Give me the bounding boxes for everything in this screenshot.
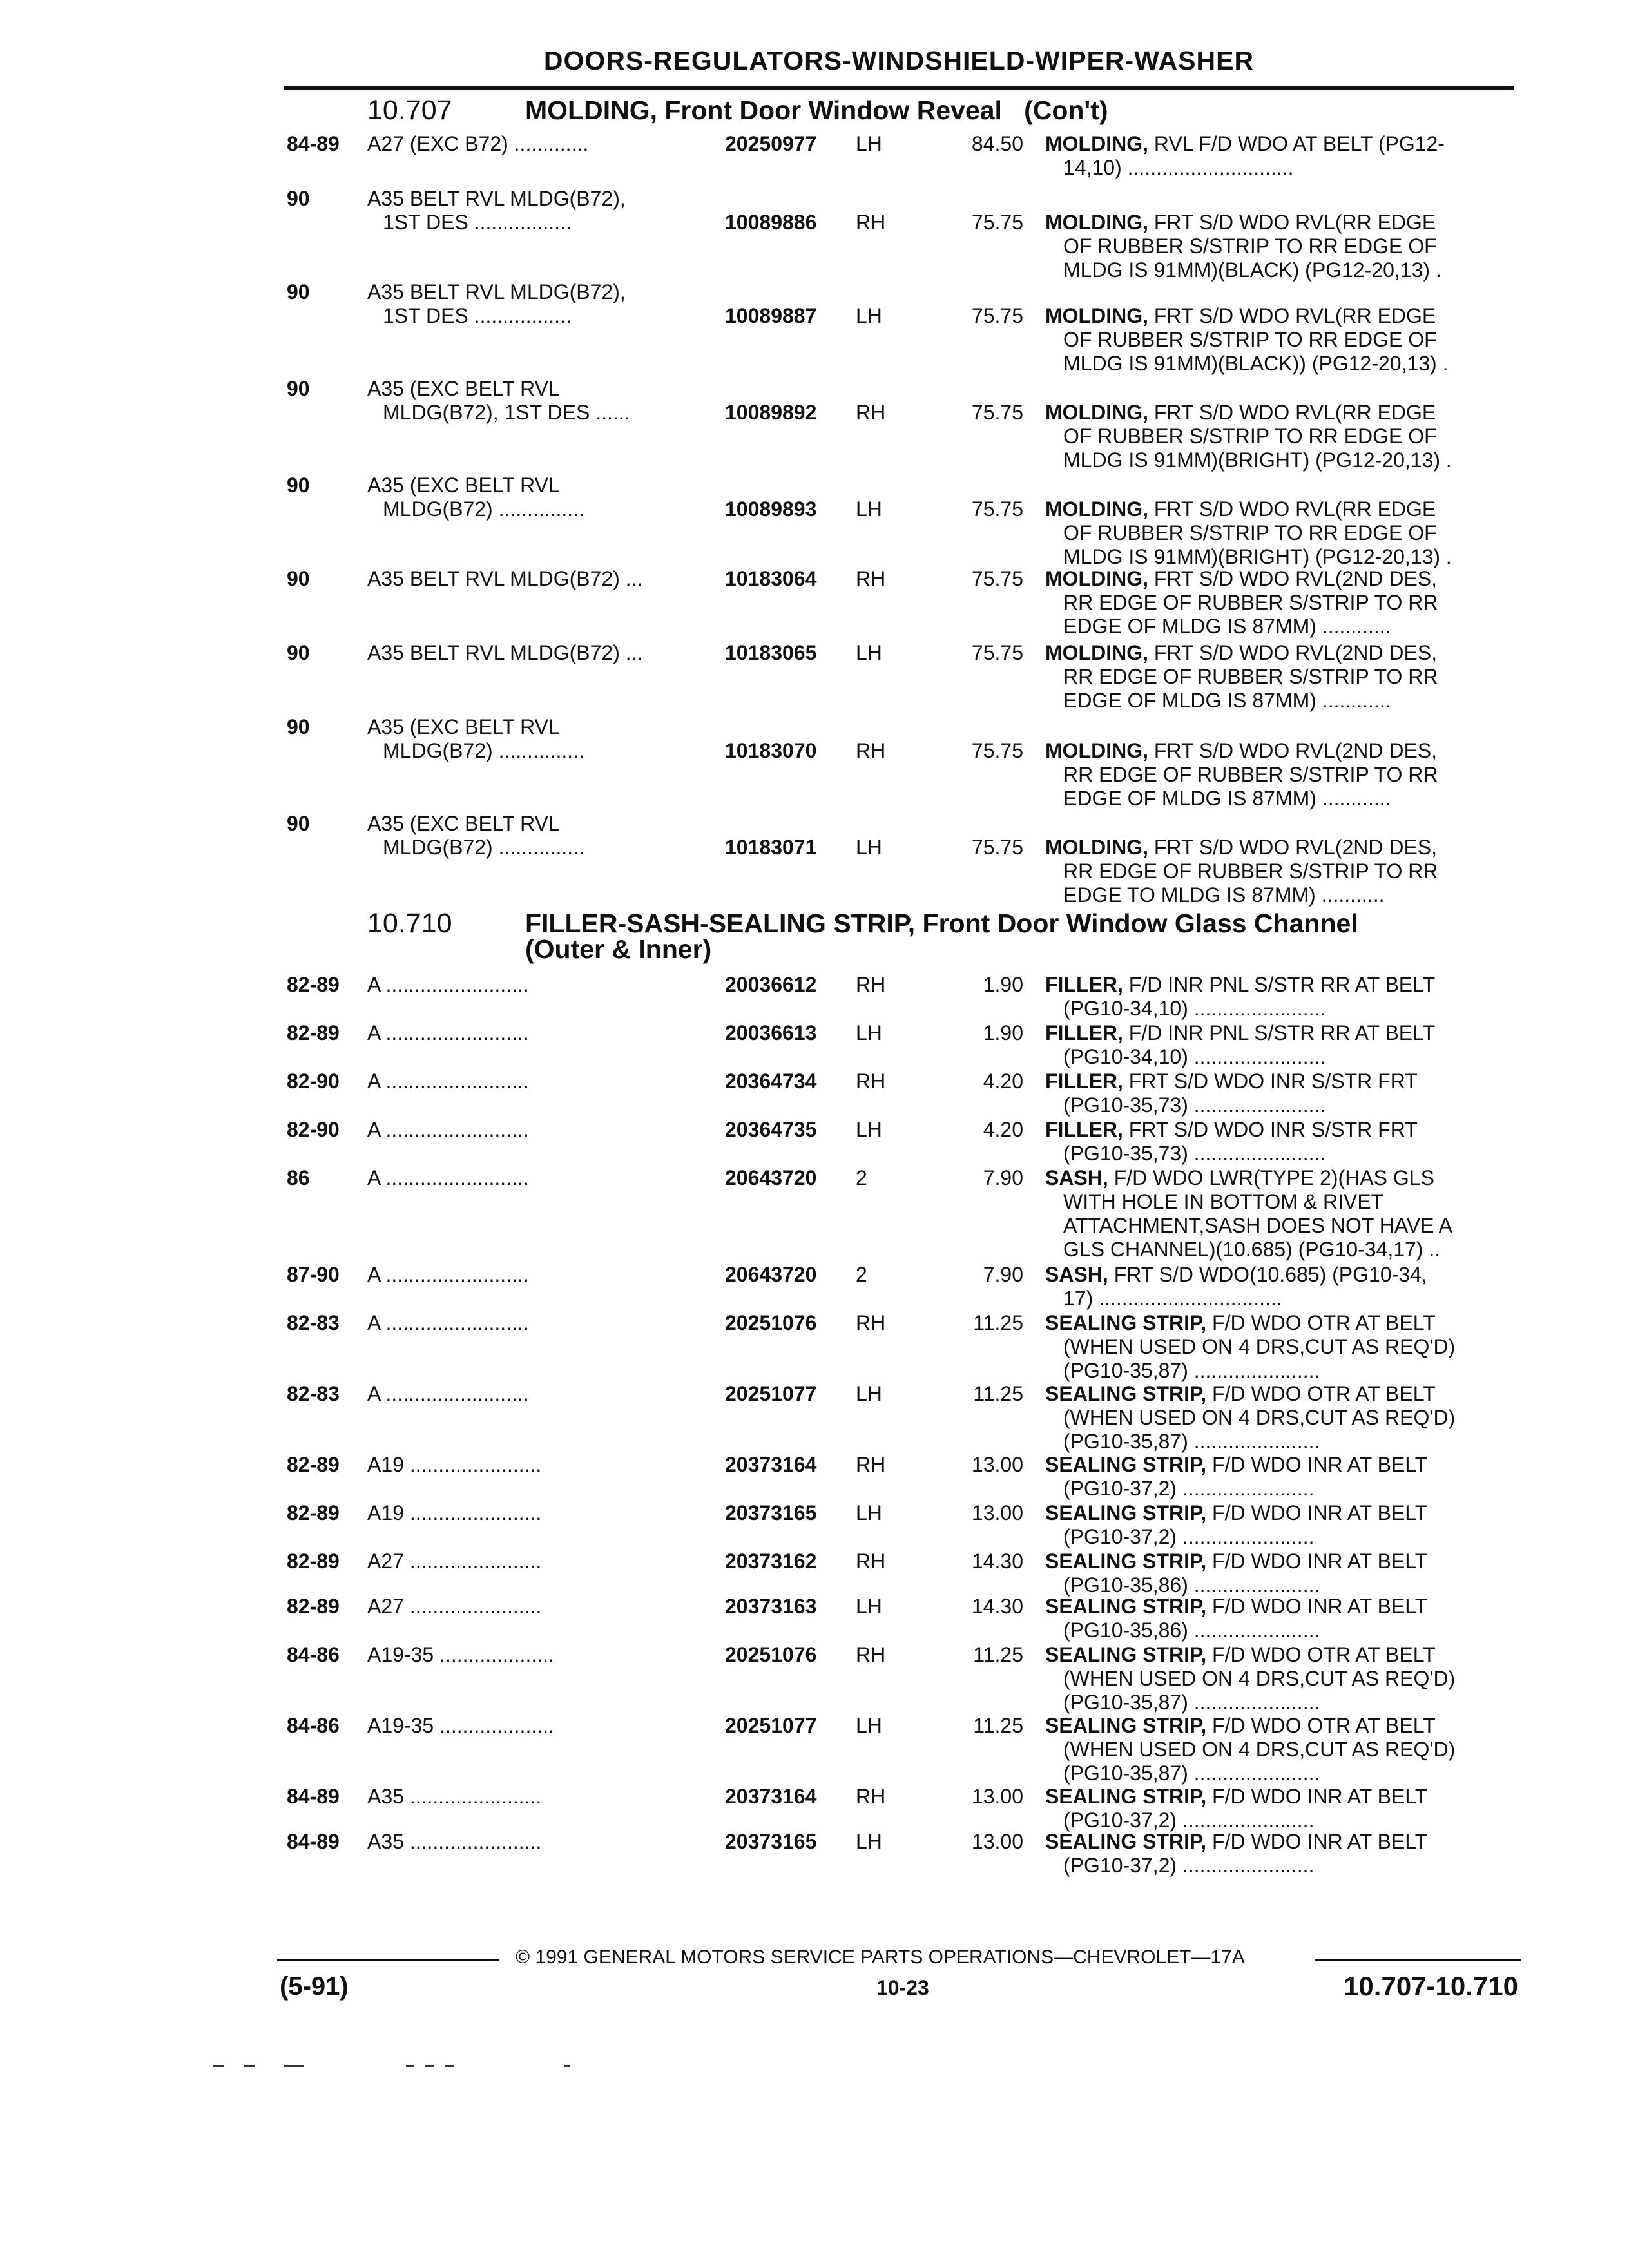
section-title: MOLDING, Front Door Window Reveal (Con't) bbox=[525, 95, 1108, 125]
model-line: A35 (EXC BELT RVL bbox=[367, 715, 560, 738]
part-description bbox=[1045, 497, 1516, 569]
part-number: 20373165 bbox=[725, 1830, 817, 1853]
description-line: SEALING STRIP, F/D WDO INR AT BELT bbox=[1045, 1550, 1428, 1573]
part-number: 20373165 bbox=[725, 1501, 817, 1524]
page-footer bbox=[277, 1943, 1521, 2020]
part-description bbox=[1045, 1070, 1516, 1117]
description-line: EDGE OF MLDG IS 87MM) ............ bbox=[1063, 689, 1391, 712]
description-line: SEALING STRIP, F/D WDO INR AT BELT bbox=[1045, 1501, 1428, 1524]
part-description bbox=[1045, 739, 1516, 811]
model-line: A27 (EXC B72) ............. bbox=[367, 132, 589, 155]
quantity-side: LH bbox=[856, 1501, 882, 1524]
footer-date: (5-91) bbox=[280, 1972, 349, 2001]
model-line: A ......................... bbox=[367, 1263, 529, 1286]
description-line: (PG10-34,10) ....................... bbox=[1063, 1045, 1326, 1068]
quantity-side: RH bbox=[856, 401, 886, 424]
list-price: 13.00 bbox=[971, 1501, 1023, 1524]
part-number: 20036612 bbox=[725, 973, 817, 996]
model-year: 82-89 bbox=[287, 973, 340, 996]
model-year: 82-90 bbox=[287, 1070, 340, 1093]
description-line: MOLDING, FRT S/D WDO RVL(RR EDGE bbox=[1045, 497, 1436, 521]
description-line: MOLDING, RVL F/D WDO AT BELT (PG12- bbox=[1045, 132, 1445, 155]
description-line: OF RUBBER S/STRIP TO RR EDGE OF bbox=[1063, 425, 1437, 448]
part-description bbox=[1045, 132, 1516, 180]
quantity-side: LH bbox=[856, 497, 882, 521]
list-price: 14.30 bbox=[971, 1595, 1023, 1618]
description-line: EDGE OF MLDG IS 87MM) ............ bbox=[1063, 787, 1391, 810]
description-line: (PG10-35,86) ...................... bbox=[1063, 1573, 1320, 1597]
quantity-side: LH bbox=[856, 641, 882, 664]
part-number: 10183071 bbox=[725, 836, 817, 859]
model-line: A35 BELT RVL MLDG(B72), bbox=[367, 187, 626, 210]
part-description bbox=[1045, 641, 1516, 713]
description-line: EDGE TO MLDG IS 87MM) ........... bbox=[1063, 883, 1385, 907]
model-year: 90 bbox=[287, 280, 310, 303]
description-line: WITH HOLE IN BOTTOM & RIVET bbox=[1063, 1190, 1384, 1213]
description-line: MLDG IS 91MM)(BRIGHT) (PG12-20,13) . bbox=[1063, 545, 1452, 568]
quantity-side: LH bbox=[856, 1830, 882, 1853]
description-line: (PG10-35,87) ...................... bbox=[1063, 1359, 1320, 1382]
list-price: 14.30 bbox=[971, 1550, 1023, 1573]
model-line: A19-35 .................... bbox=[367, 1714, 554, 1737]
description-line: RR EDGE OF RUBBER S/STRIP TO RR bbox=[1063, 860, 1438, 883]
part-number: 20364734 bbox=[725, 1070, 817, 1093]
model-application bbox=[367, 715, 584, 763]
quantity-side: LH bbox=[856, 132, 882, 155]
description-line: MOLDING, FRT S/D WDO RVL(RR EDGE bbox=[1045, 401, 1436, 424]
model-line: A35 (EXC BELT RVL bbox=[367, 474, 560, 497]
model-application bbox=[367, 567, 642, 591]
list-price: 13.00 bbox=[971, 1453, 1023, 1476]
part-description bbox=[1045, 973, 1516, 1021]
part-number: 10183065 bbox=[725, 641, 817, 664]
model-year: 82-83 bbox=[287, 1382, 340, 1405]
quantity-side: RH bbox=[856, 1643, 886, 1666]
scan-artifact-marks bbox=[213, 2065, 599, 2071]
quantity-side: 2 bbox=[856, 1263, 867, 1286]
description-line: (PG10-37,2) ....................... bbox=[1063, 1477, 1315, 1500]
section-title: FILLER-SASH-SEALING STRIP, Front Door Window Glass Channel bbox=[525, 908, 1358, 938]
model-application bbox=[367, 474, 584, 521]
model-year: 82-89 bbox=[287, 1501, 340, 1524]
description-line: (PG10-35,87) ...................... bbox=[1063, 1762, 1320, 1785]
quantity-side: 2 bbox=[856, 1166, 867, 1189]
part-number: 10183064 bbox=[725, 567, 817, 590]
section-subtitle: (Outer & Inner) bbox=[525, 934, 712, 964]
model-application bbox=[367, 1714, 554, 1738]
model-year: 90 bbox=[287, 812, 310, 835]
part-description bbox=[1045, 1453, 1516, 1501]
quantity-side: RH bbox=[856, 567, 886, 590]
part-number: 10089892 bbox=[725, 401, 817, 424]
description-line: MOLDING, FRT S/D WDO RVL(2ND DES, bbox=[1045, 739, 1438, 762]
list-price: 11.25 bbox=[973, 1382, 1023, 1405]
description-line: SASH, FRT S/D WDO(10.685) (PG10-34, bbox=[1045, 1263, 1427, 1286]
model-year: 84-86 bbox=[287, 1643, 340, 1666]
description-line: (PG10-35,73) ....................... bbox=[1063, 1093, 1326, 1117]
quantity-side: LH bbox=[856, 1382, 882, 1405]
quantity-side: RH bbox=[856, 1070, 886, 1093]
part-number: 20251077 bbox=[725, 1382, 817, 1405]
description-line: RR EDGE OF RUBBER S/STRIP TO RR bbox=[1063, 591, 1438, 614]
description-line: MLDG IS 91MM)(BRIGHT) (PG12-20,13) . bbox=[1063, 448, 1452, 472]
description-line: SEALING STRIP, F/D WDO INR AT BELT bbox=[1045, 1785, 1428, 1808]
description-line: (WHEN USED ON 4 DRS,CUT AS REQ'D) bbox=[1063, 1667, 1456, 1690]
quantity-side: RH bbox=[856, 211, 886, 234]
model-application bbox=[367, 377, 630, 425]
list-price: 75.75 bbox=[971, 641, 1023, 664]
quantity-side: RH bbox=[856, 739, 886, 762]
model-application bbox=[367, 187, 626, 235]
quantity-side: LH bbox=[856, 304, 882, 327]
model-year: 90 bbox=[287, 715, 310, 738]
list-price: 75.75 bbox=[971, 401, 1023, 424]
model-year: 87-90 bbox=[287, 1263, 340, 1286]
model-line: A ......................... bbox=[367, 1311, 529, 1334]
section-number: 10.710 bbox=[367, 908, 452, 939]
model-application bbox=[367, 1311, 529, 1335]
model-year: 84-89 bbox=[287, 1830, 340, 1853]
model-line: A ......................... bbox=[367, 1382, 529, 1405]
description-line: SEALING STRIP, F/D WDO OTR AT BELT bbox=[1045, 1714, 1436, 1737]
model-line: A19-35 .................... bbox=[367, 1643, 554, 1666]
model-line: MLDG(B72) ............... bbox=[383, 497, 584, 521]
description-line: MOLDING, FRT S/D WDO RVL(2ND DES, bbox=[1045, 567, 1438, 590]
description-line: SEALING STRIP, F/D WDO INR AT BELT bbox=[1045, 1830, 1428, 1853]
model-year: 82-89 bbox=[287, 1021, 340, 1044]
model-application bbox=[367, 1453, 541, 1477]
part-number: 20373164 bbox=[725, 1785, 817, 1808]
footer-copyright: © 1991 GENERAL MOTORS SERVICE PARTS OPERATIONS—CHEVROLET—17A bbox=[516, 1946, 1245, 1968]
model-line: A ......................... bbox=[367, 1070, 529, 1093]
list-price: 7.90 bbox=[983, 1166, 1023, 1189]
description-line: (PG10-35,87) ...................... bbox=[1063, 1691, 1320, 1714]
model-application bbox=[367, 1643, 554, 1667]
model-line: 1ST DES ................. bbox=[383, 304, 572, 327]
model-application bbox=[367, 1263, 529, 1287]
description-line: SEALING STRIP, F/D WDO INR AT BELT bbox=[1045, 1595, 1428, 1618]
description-line: (PG10-34,10) ....................... bbox=[1063, 997, 1326, 1020]
model-year: 84-89 bbox=[287, 1785, 340, 1808]
model-application bbox=[367, 1830, 541, 1854]
model-year: 82-90 bbox=[287, 1118, 340, 1141]
list-price: 75.75 bbox=[971, 836, 1023, 859]
description-line: MLDG IS 91MM)(BLACK) (PG12-20,13) . bbox=[1063, 258, 1441, 282]
part-number: 20643720 bbox=[725, 1166, 817, 1189]
model-application bbox=[367, 1021, 529, 1045]
description-line: FILLER, FRT S/D WDO INR S/STR FRT bbox=[1045, 1070, 1418, 1093]
part-number: 20251076 bbox=[725, 1643, 817, 1666]
model-application bbox=[367, 1595, 541, 1619]
part-number: 20250977 bbox=[725, 132, 817, 155]
model-year: 82-83 bbox=[287, 1311, 340, 1334]
description-line: 17) ................................ bbox=[1063, 1287, 1282, 1310]
list-price: 84.50 bbox=[971, 132, 1023, 155]
model-line: A19 ....................... bbox=[367, 1501, 542, 1524]
model-year: 90 bbox=[287, 187, 310, 210]
model-application bbox=[367, 1382, 529, 1406]
description-line: (WHEN USED ON 4 DRS,CUT AS REQ'D) bbox=[1063, 1335, 1456, 1358]
description-line: (WHEN USED ON 4 DRS,CUT AS REQ'D) bbox=[1063, 1738, 1456, 1761]
list-price: 13.00 bbox=[971, 1830, 1023, 1853]
list-price: 7.90 bbox=[983, 1263, 1023, 1286]
description-line: (PG10-37,2) ....................... bbox=[1063, 1809, 1315, 1832]
list-price: 11.25 bbox=[973, 1643, 1023, 1666]
part-description bbox=[1045, 401, 1516, 472]
footer-page-number: 10-23 bbox=[876, 1976, 929, 1999]
part-description bbox=[1045, 1021, 1516, 1069]
description-line: RR EDGE OF RUBBER S/STRIP TO RR bbox=[1063, 665, 1438, 688]
part-description bbox=[1045, 304, 1516, 376]
description-line: SEALING STRIP, F/D WDO INR AT BELT bbox=[1045, 1453, 1428, 1476]
footer-rule bbox=[277, 1959, 499, 1961]
description-line: MOLDING, FRT S/D WDO RVL(2ND DES, bbox=[1045, 836, 1438, 859]
quantity-side: RH bbox=[856, 1453, 886, 1476]
quantity-side: RH bbox=[856, 1550, 886, 1573]
list-price: 4.20 bbox=[983, 1118, 1023, 1141]
model-year: 86 bbox=[287, 1166, 310, 1189]
part-description bbox=[1045, 1382, 1516, 1454]
model-line: A27 ....................... bbox=[367, 1595, 542, 1618]
description-line: SEALING STRIP, F/D WDO OTR AT BELT bbox=[1045, 1643, 1436, 1666]
quantity-side: LH bbox=[856, 1118, 882, 1141]
model-year: 90 bbox=[287, 474, 310, 497]
list-price: 1.90 bbox=[983, 973, 1023, 996]
description-line: (PG10-37,2) ....................... bbox=[1063, 1854, 1315, 1877]
quantity-side: LH bbox=[856, 1595, 882, 1618]
quantity-side: RH bbox=[856, 973, 886, 996]
quantity-side: LH bbox=[856, 1021, 882, 1044]
model-year: 82-89 bbox=[287, 1453, 340, 1476]
model-application bbox=[367, 812, 584, 860]
part-number: 10089893 bbox=[725, 497, 817, 521]
list-price: 75.75 bbox=[971, 211, 1023, 234]
quantity-side: RH bbox=[856, 1311, 886, 1334]
description-line: (PG10-35,87) ...................... bbox=[1063, 1430, 1320, 1453]
part-description bbox=[1045, 1550, 1516, 1597]
quantity-side: LH bbox=[856, 836, 882, 859]
description-line: (PG10-37,2) ....................... bbox=[1063, 1525, 1315, 1548]
model-application bbox=[367, 1166, 529, 1190]
description-line: MLDG IS 91MM)(BLACK)) (PG12-20,13) . bbox=[1063, 352, 1449, 375]
footer-rule bbox=[1315, 1959, 1521, 1961]
description-line: OF RUBBER S/STRIP TO RR EDGE OF bbox=[1063, 328, 1437, 351]
model-line: MLDG(B72) ............... bbox=[383, 739, 584, 762]
part-number: 20251077 bbox=[725, 1714, 817, 1737]
part-number: 10183070 bbox=[725, 739, 817, 762]
list-price: 11.25 bbox=[973, 1714, 1023, 1737]
model-year: 82-89 bbox=[287, 1550, 340, 1573]
description-line: GLS CHANNEL)(10.685) (PG10-34,17) .. bbox=[1063, 1238, 1441, 1261]
part-description bbox=[1045, 836, 1516, 907]
description-line: (PG10-35,73) ....................... bbox=[1063, 1142, 1326, 1165]
section-number: 10.707 bbox=[367, 95, 452, 126]
description-line: SEALING STRIP, F/D WDO OTR AT BELT bbox=[1045, 1311, 1436, 1334]
description-line: EDGE OF MLDG IS 87MM) ............ bbox=[1063, 615, 1391, 638]
page-header bbox=[284, 40, 1514, 90]
list-price: 11.25 bbox=[973, 1311, 1023, 1334]
model-line: MLDG(B72), 1ST DES ...... bbox=[383, 401, 630, 424]
model-year: 82-89 bbox=[287, 1595, 340, 1618]
model-line: A35 (EXC BELT RVL bbox=[367, 377, 560, 400]
part-number: 20643720 bbox=[725, 1263, 817, 1286]
part-description bbox=[1045, 1118, 1516, 1166]
model-line: A ......................... bbox=[367, 1166, 529, 1189]
part-description bbox=[1045, 1501, 1516, 1549]
model-year: 84-86 bbox=[287, 1714, 340, 1737]
list-price: 75.75 bbox=[971, 567, 1023, 590]
part-number: 20373163 bbox=[725, 1595, 817, 1618]
quantity-side: RH bbox=[856, 1785, 886, 1808]
model-application bbox=[367, 132, 588, 156]
list-price: 1.90 bbox=[983, 1021, 1023, 1044]
description-line: OF RUBBER S/STRIP TO RR EDGE OF bbox=[1063, 235, 1437, 258]
quantity-side: LH bbox=[856, 1714, 882, 1737]
part-description bbox=[1045, 1643, 1516, 1715]
model-line: 1ST DES ................. bbox=[383, 211, 572, 234]
model-line: A35 BELT RVL MLDG(B72), bbox=[367, 280, 626, 303]
model-application bbox=[367, 1550, 541, 1573]
part-description bbox=[1045, 1714, 1516, 1785]
model-application bbox=[367, 1785, 541, 1809]
part-description bbox=[1045, 1595, 1516, 1642]
part-number: 20373162 bbox=[725, 1550, 817, 1573]
model-line: A35 ....................... bbox=[367, 1785, 542, 1808]
model-year: 90 bbox=[287, 567, 310, 590]
description-line: (PG10-35,86) ...................... bbox=[1063, 1619, 1320, 1642]
model-year: 90 bbox=[287, 377, 310, 400]
part-description bbox=[1045, 1263, 1516, 1311]
model-line: A ......................... bbox=[367, 973, 529, 996]
description-line: FILLER, F/D INR PNL S/STR RR AT BELT bbox=[1045, 1021, 1436, 1044]
description-line: MOLDING, FRT S/D WDO RVL(RR EDGE bbox=[1045, 304, 1436, 327]
description-line: MOLDING, FRT S/D WDO RVL(2ND DES, bbox=[1045, 641, 1438, 664]
model-line: A35 BELT RVL MLDG(B72) ... bbox=[367, 641, 643, 664]
part-number: 20251076 bbox=[725, 1311, 817, 1334]
footer-section-range: 10.707-10.710 bbox=[1344, 1971, 1518, 2001]
model-line: A35 BELT RVL MLDG(B72) ... bbox=[367, 567, 643, 590]
model-line: A19 ....................... bbox=[367, 1453, 542, 1476]
part-description bbox=[1045, 1785, 1516, 1832]
part-number: 20373164 bbox=[725, 1453, 817, 1476]
part-description bbox=[1045, 1166, 1516, 1262]
part-description bbox=[1045, 1311, 1516, 1383]
model-year: 84-89 bbox=[287, 132, 340, 155]
model-line: MLDG(B72) ............... bbox=[383, 836, 584, 859]
part-number: 10089886 bbox=[725, 211, 817, 234]
description-line: 14,10) ............................. bbox=[1063, 156, 1294, 179]
description-line: FILLER, F/D INR PNL S/STR RR AT BELT bbox=[1045, 973, 1436, 996]
part-number: 20036613 bbox=[725, 1021, 817, 1044]
model-application bbox=[367, 973, 529, 997]
model-application bbox=[367, 1118, 529, 1142]
model-application bbox=[367, 641, 642, 665]
list-price: 75.75 bbox=[971, 304, 1023, 327]
part-number: 10089887 bbox=[725, 304, 817, 327]
model-line: A27 ....................... bbox=[367, 1550, 542, 1573]
part-number: 20364735 bbox=[725, 1118, 817, 1141]
description-line: OF RUBBER S/STRIP TO RR EDGE OF bbox=[1063, 521, 1437, 544]
part-description bbox=[1045, 1830, 1516, 1878]
description-line: SASH, F/D WDO LWR(TYPE 2)(HAS GLS bbox=[1045, 1166, 1434, 1189]
description-line: FILLER, FRT S/D WDO INR S/STR FRT bbox=[1045, 1118, 1418, 1141]
page-title: DOORS-REGULATORS-WINDSHIELD-WIPER-WASHER bbox=[543, 46, 1255, 75]
description-line: ATTACHMENT,SASH DOES NOT HAVE A bbox=[1063, 1214, 1452, 1237]
part-description bbox=[1045, 567, 1516, 639]
description-line: MOLDING, FRT S/D WDO RVL(RR EDGE bbox=[1045, 211, 1436, 234]
description-line: SEALING STRIP, F/D WDO OTR AT BELT bbox=[1045, 1382, 1436, 1405]
model-line: A35 ....................... bbox=[367, 1830, 542, 1853]
list-price: 4.20 bbox=[983, 1070, 1023, 1093]
list-price: 75.75 bbox=[971, 739, 1023, 762]
model-line: A35 (EXC BELT RVL bbox=[367, 812, 560, 835]
description-line: RR EDGE OF RUBBER S/STRIP TO RR bbox=[1063, 763, 1438, 786]
model-application bbox=[367, 1070, 529, 1093]
model-year: 90 bbox=[287, 641, 310, 664]
list-price: 75.75 bbox=[971, 497, 1023, 521]
model-line: A ......................... bbox=[367, 1021, 529, 1044]
list-price: 13.00 bbox=[971, 1785, 1023, 1808]
model-line: A ......................... bbox=[367, 1118, 529, 1141]
model-application bbox=[367, 1501, 541, 1525]
model-application bbox=[367, 280, 626, 328]
description-line: (WHEN USED ON 4 DRS,CUT AS REQ'D) bbox=[1063, 1406, 1456, 1429]
part-description bbox=[1045, 211, 1516, 282]
